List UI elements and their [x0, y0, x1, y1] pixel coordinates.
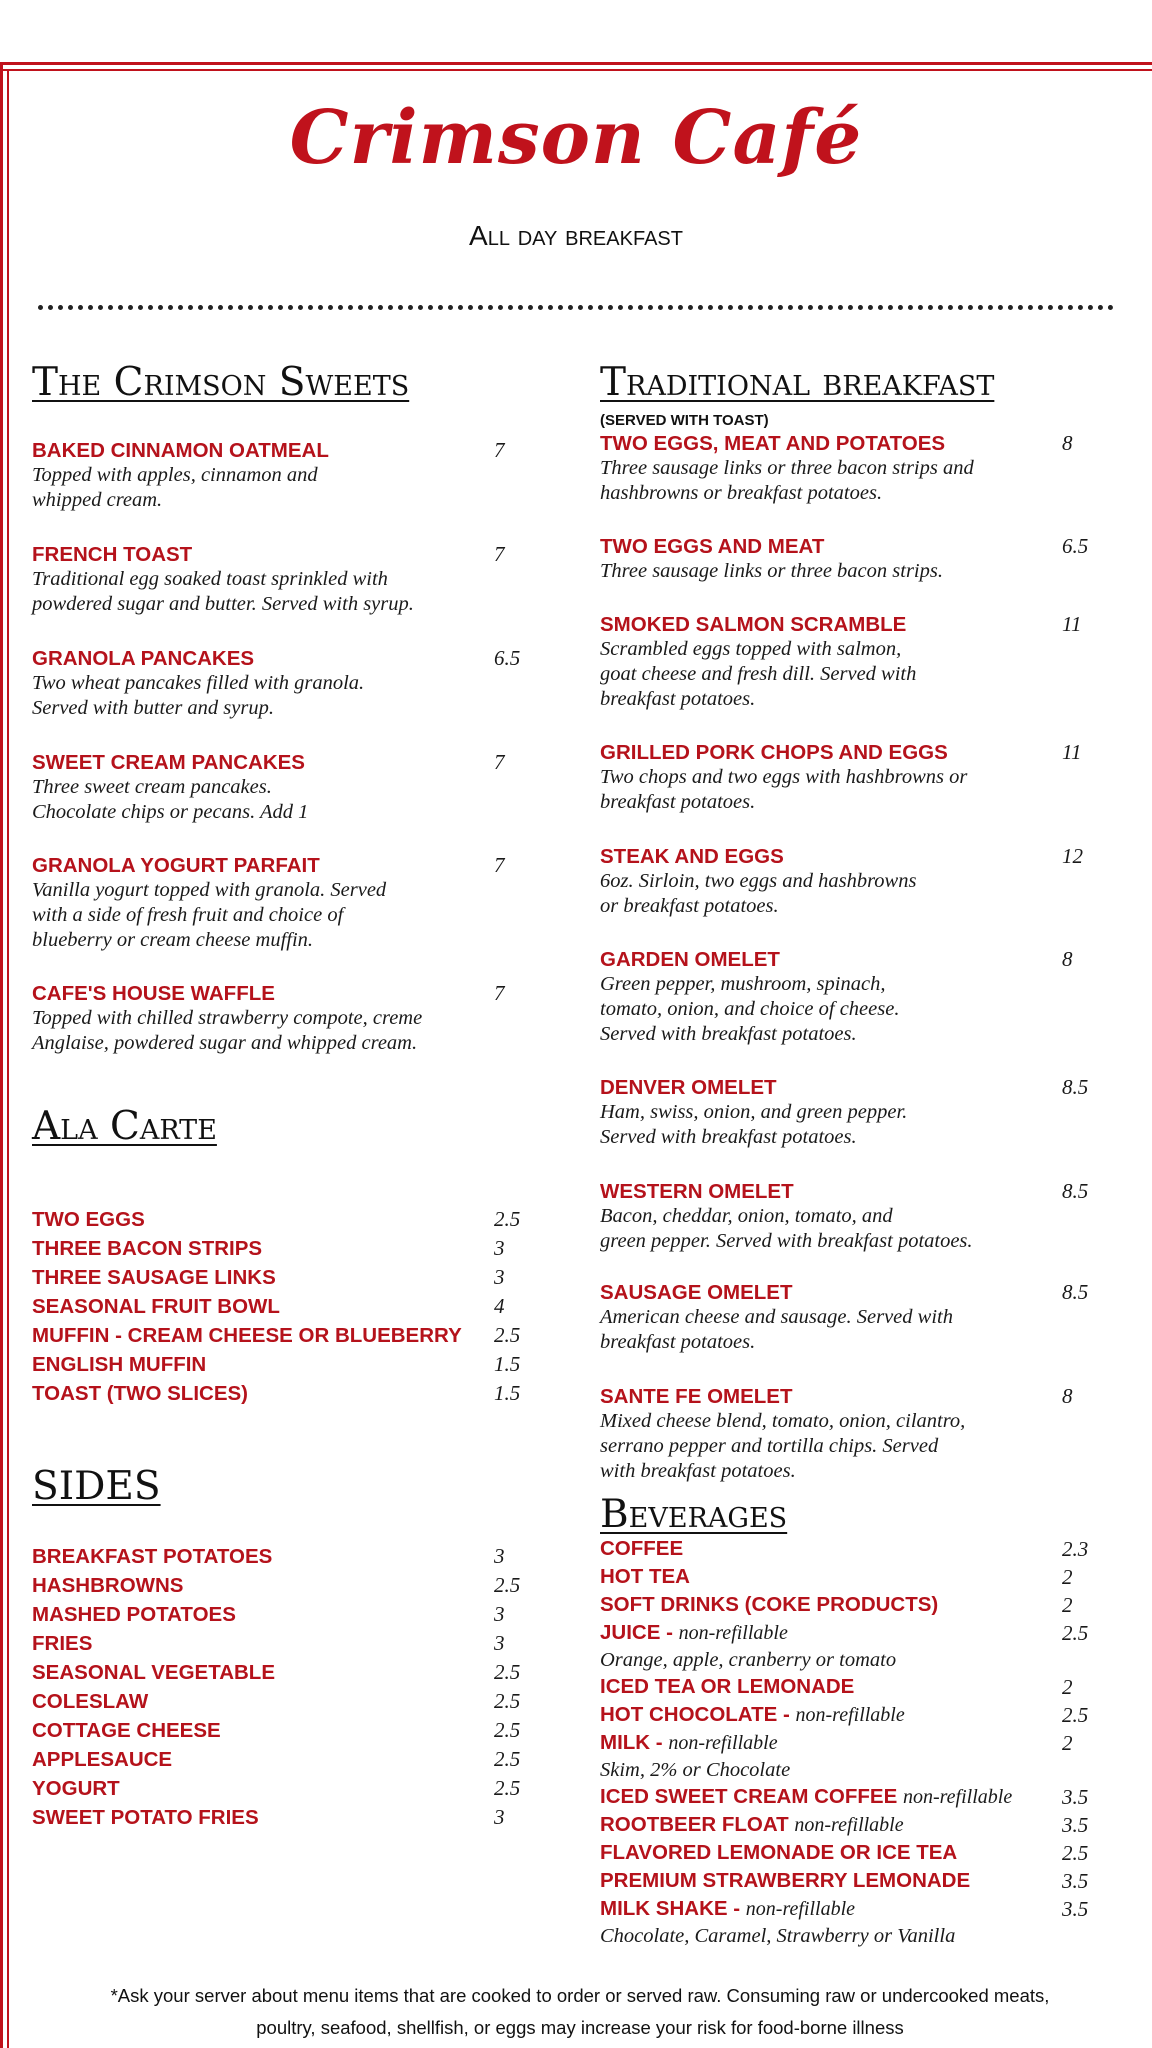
menu-item-name: CAFE'S HOUSE WAFFLE	[32, 982, 275, 1005]
menu-item-name: APPLESAUCE	[32, 1748, 173, 1771]
beverage-name-text: MILK SHAKE -	[600, 1897, 746, 1920]
menu-item	[600, 740, 1120, 815]
menu-item-name: SANTE FE OMELET	[600, 1385, 793, 1408]
menu-item	[32, 438, 532, 513]
footer-line: poultry, seafood, shellfish, or eggs may increase your risk for food-borne illness	[256, 2017, 904, 2038]
beverage-name-text: FLAVORED LEMONADE OR ICE TEA	[600, 1841, 958, 1864]
beverage-name	[600, 1619, 1120, 1647]
menu-item	[32, 1687, 532, 1716]
menu-item-description: blueberry or cream cheese muffin.	[32, 929, 314, 951]
beverage-name-text: ICED SWEET CREAM COFFEE	[600, 1785, 903, 1808]
beverage-item	[600, 1895, 1120, 1949]
beverage-name-text: MILK -	[600, 1731, 669, 1754]
menu-item-price: 2.5	[494, 1689, 521, 1713]
menu-item	[600, 612, 1120, 712]
menu-item-description: with a side of fresh fruit and choice of	[32, 904, 344, 926]
menu-item-name: COTTAGE CHEESE	[32, 1719, 221, 1742]
menu-item	[32, 1350, 532, 1379]
menu-item-price: 8.5	[1062, 1179, 1089, 1203]
menu-item	[32, 1803, 532, 1832]
beverage-price: 2.3	[1062, 1537, 1089, 1561]
menu-item-name: STEAK AND EGGS	[600, 845, 784, 868]
menu-item-price: 2.5	[494, 1573, 521, 1597]
menu-item-description: or breakfast potatoes.	[600, 895, 779, 917]
beverage-price: 2	[1062, 1675, 1073, 1699]
menu-item-price: 3	[494, 1631, 505, 1655]
menu-item-price: 4	[494, 1294, 505, 1318]
beverage-item	[600, 1563, 1120, 1591]
menu-item-price: 8.5	[1062, 1075, 1089, 1099]
menu-item	[32, 1774, 532, 1803]
ala-carte-heading: Ala Carte	[32, 1104, 217, 1149]
menu-item-description: whipped cream.	[32, 489, 163, 511]
menu-item-name: MASHED POTATOES	[32, 1603, 236, 1626]
menu-item-description: Bacon, cheddar, onion, tomato, and	[600, 1205, 893, 1227]
sides-list	[32, 1542, 532, 1832]
beverage-price: 2	[1062, 1565, 1073, 1589]
menu-item-name: FRIES	[32, 1632, 93, 1655]
refill-note: non-refillable	[795, 1704, 905, 1726]
menu-item-price: 2.5	[494, 1718, 521, 1742]
menu-item	[32, 1716, 532, 1745]
beverage-item	[600, 1783, 1120, 1811]
beverage-name	[600, 1729, 1120, 1757]
menu-item-name: THREE BACON STRIPS	[32, 1237, 263, 1260]
menu-item-name: GRANOLA YOGURT PARFAIT	[32, 854, 320, 877]
menu-item-name: YOGURT	[32, 1777, 120, 1800]
beverage-price: 2.5	[1062, 1703, 1089, 1727]
menu-item	[32, 1542, 532, 1571]
menu-item-description: Two chops and two eggs with hashbrowns or	[600, 766, 968, 788]
beverage-item	[600, 1729, 1120, 1783]
beverage-price: 3.5	[1062, 1897, 1089, 1921]
menu-item	[32, 981, 532, 1056]
menu-item-name: GARDEN OMELET	[600, 948, 780, 971]
menu-item-description: green pepper. Served with breakfast potatoes.	[600, 1230, 973, 1252]
refill-note: non-refillable	[745, 1898, 856, 1920]
menu-item-description: Served with breakfast potatoes.	[600, 1126, 857, 1148]
menu-item-name: HASHBROWNS	[32, 1574, 184, 1597]
cafe-subtitle: All day breakfast	[469, 220, 683, 251]
menu-item-description: with breakfast potatoes.	[600, 1460, 796, 1482]
menu-item	[600, 1384, 1120, 1484]
beverage-price: 2	[1062, 1731, 1073, 1755]
beverage-name	[600, 1811, 1120, 1839]
menu-item-description: Green pepper, mushroom, spinach,	[600, 973, 886, 995]
beverage-item	[600, 1673, 1120, 1701]
menu-item-name: SEASONAL VEGETABLE	[32, 1661, 275, 1684]
menu-item-name: GRANOLA PANCAKES	[32, 647, 255, 670]
menu-item-price: 1.5	[494, 1352, 521, 1376]
sides-heading: SIDES	[32, 1464, 161, 1509]
menu-item-description: 6oz. Sirloin, two eggs and hashbrowns	[600, 870, 917, 892]
beverage-item	[600, 1701, 1120, 1729]
menu-item-price: 11	[1062, 612, 1082, 636]
menu-item-description: Three sausage links or three bacon strips and	[600, 457, 974, 479]
menu-item-name: SWEET POTATO FRIES	[32, 1806, 259, 1829]
menu-item-name: COLESLAW	[32, 1690, 149, 1713]
beverage-name-text: HOT TEA	[600, 1565, 690, 1588]
menu-item	[600, 947, 1120, 1047]
menu-item-description: breakfast potatoes.	[600, 688, 756, 710]
beverage-item	[600, 1535, 1120, 1563]
menu-item	[32, 1263, 532, 1292]
menu-item	[32, 1600, 532, 1629]
beverage-price: 3.5	[1062, 1869, 1089, 1893]
menu-item-name: DENVER OMELET	[600, 1076, 777, 1099]
menu-item-price: 8	[1062, 1384, 1073, 1408]
border-left-inner	[7, 69, 9, 2048]
beverage-name-text: HOT CHOCOLATE -	[600, 1703, 796, 1726]
beverage-name-text: ICED TEA OR LEMONADE	[600, 1675, 855, 1698]
beverage-name	[600, 1839, 1120, 1867]
menu-item	[32, 542, 532, 617]
menu-item	[32, 1745, 532, 1774]
menu-item	[600, 534, 1120, 584]
beverages-heading: Beverages	[600, 1492, 788, 1537]
menu-item-description: Two wheat pancakes filled with granola.	[32, 672, 365, 694]
menu-item-name: TWO EGGS, MEAT AND POTATOES	[600, 432, 946, 455]
menu-item	[32, 1379, 532, 1408]
menu-item-price: 2.5	[494, 1323, 521, 1347]
menu-item-description: Anglaise, powdered sugar and whipped cream.	[32, 1032, 418, 1054]
footer-line: *Ask your server about menu items that are cooked to order or served raw. Consuming raw or undercooked meats,	[110, 1985, 1050, 2006]
menu-item	[32, 1292, 532, 1321]
beverage-name	[600, 1895, 1120, 1923]
menu-item-name: ENGLISH MUFFIN	[32, 1353, 207, 1376]
menu-item-price: 3	[494, 1265, 505, 1289]
menu-item-description: Served with breakfast potatoes.	[600, 1023, 857, 1045]
menu-item	[32, 646, 532, 721]
menu-item-name: GRILLED PORK CHOPS AND EGGS	[600, 741, 948, 764]
beverage-item	[600, 1839, 1120, 1867]
menu-item-description: Ham, swiss, onion, and green pepper.	[600, 1101, 908, 1123]
menu-item	[32, 1629, 532, 1658]
menu-item-price: 6.5	[1062, 534, 1089, 558]
menu-item-price: 3	[494, 1236, 505, 1260]
ala-carte-list	[32, 1205, 532, 1408]
menu-item	[32, 750, 532, 825]
beverage-options: Chocolate, Caramel, Strawberry or Vanilla	[600, 1925, 956, 1947]
left-column	[32, 0, 532, 2048]
menu-item-description: Served with butter and syrup.	[32, 697, 274, 719]
menu-item	[600, 844, 1120, 919]
menu-item-price: 7	[494, 853, 505, 877]
menu-item-name: TWO EGGS AND MEAT	[600, 535, 825, 558]
menu-item-price: 6.5	[494, 646, 521, 670]
menu-item	[600, 1179, 1120, 1254]
beverage-item	[600, 1811, 1120, 1839]
beverage-options: Orange, apple, cranberry or tomato	[600, 1649, 897, 1671]
beverage-name-text: PREMIUM STRAWBERRY LEMONADE	[600, 1869, 971, 1892]
beverage-price: 2.5	[1062, 1841, 1089, 1865]
refill-note: non-refillable	[902, 1786, 1013, 1808]
menu-item-name: TOAST (TWO SLICES)	[32, 1382, 249, 1405]
traditional-heading: Traditional breakfast	[600, 360, 995, 405]
beverage-item	[600, 1591, 1120, 1619]
menu-item	[600, 1075, 1120, 1150]
beverage-name-text: JUICE -	[600, 1621, 679, 1644]
menu-item-name: FRENCH TOAST	[32, 543, 193, 566]
menu-item-description: Vanilla yogurt topped with granola. Served	[32, 879, 387, 901]
menu-item	[32, 1321, 532, 1350]
beverage-name	[600, 1783, 1120, 1811]
menu-item	[32, 853, 532, 953]
menu-item-price: 3	[494, 1544, 505, 1568]
menu-item-price: 8	[1062, 947, 1073, 971]
beverage-name	[600, 1701, 1120, 1729]
menu-item-description: American cheese and sausage. Served with	[600, 1306, 953, 1328]
menu-item-description: breakfast potatoes.	[600, 791, 756, 813]
menu-item-description: Chocolate chips or pecans. Add 1	[32, 801, 309, 823]
menu-item-name: SMOKED SALMON SCRAMBLE	[600, 613, 907, 636]
menu-item-price: 7	[494, 750, 505, 774]
menu-item-description: Mixed cheese blend, tomato, onion, cilantro,	[600, 1410, 966, 1432]
refill-note: non-refillable	[794, 1814, 904, 1836]
beverage-item	[600, 1867, 1120, 1895]
menu-item-price: 2.5	[494, 1747, 521, 1771]
beverage-price: 3.5	[1062, 1785, 1089, 1809]
beverage-name-text: SOFT DRINKS (COKE PRODUCTS)	[600, 1593, 939, 1616]
menu-item-price: 8.5	[1062, 1280, 1089, 1304]
menu-item-price: 7	[494, 981, 505, 1005]
menu-item-description: breakfast potatoes.	[600, 1331, 756, 1353]
menu-item-name: BAKED CINNAMON OATMEAL	[32, 439, 329, 462]
beverage-name	[600, 1673, 1120, 1701]
menu-item-name: SWEET CREAM PANCAKES	[32, 751, 305, 774]
refill-note: non-refillable	[668, 1732, 778, 1754]
refill-note: non-refillable	[678, 1622, 788, 1644]
menu-item	[32, 1571, 532, 1600]
menu-item-price: 8	[1062, 431, 1073, 455]
menu-item	[32, 1205, 532, 1234]
menu-item-description: tomato, onion, and choice of cheese.	[600, 998, 900, 1020]
menu-item	[32, 1234, 532, 1263]
menu-item-name: BREAKFAST POTATOES	[32, 1545, 273, 1568]
menu-item	[600, 431, 1120, 506]
beverage-name-text: COFFEE	[600, 1537, 684, 1560]
menu-item-description: hashbrowns or breakfast potatoes.	[600, 482, 883, 504]
menu-item-description: Scrambled eggs topped with salmon,	[600, 638, 902, 660]
served-with-toast-note: (SERVED WITH TOAST)	[600, 412, 769, 429]
menu-item-price: 2.5	[494, 1660, 521, 1684]
menu-item-description: Traditional egg soaked toast sprinkled with	[32, 568, 388, 590]
menu-item-description: goat cheese and fresh dill. Served with	[600, 663, 917, 685]
beverages-list	[600, 1535, 1120, 1949]
crimson-sweets-heading: The Crimson Sweets	[32, 360, 410, 405]
beverage-price: 3.5	[1062, 1813, 1089, 1837]
beverage-name	[600, 1867, 1120, 1895]
menu-item-description: Three sweet cream pancakes.	[32, 776, 272, 798]
menu-item-price: 12	[1062, 844, 1083, 868]
menu-item-name: SEASONAL FRUIT BOWL	[32, 1295, 280, 1318]
beverage-price: 2	[1062, 1593, 1073, 1617]
cafe-title: Crimson Café	[289, 95, 863, 181]
menu-item-description: serrano pepper and tortilla chips. Served	[600, 1435, 939, 1457]
menu-item-description: Three sausage links or three bacon strips.	[600, 560, 943, 582]
menu-item-name: THREE SAUSAGE LINKS	[32, 1266, 276, 1289]
right-column	[600, 0, 1120, 2048]
beverage-name	[600, 1563, 1120, 1591]
menu-item-description: Topped with apples, cinnamon and	[32, 464, 318, 486]
menu-item-price: 1.5	[494, 1381, 521, 1405]
menu-item-price: 7	[494, 438, 505, 462]
footer-disclaimer	[40, 1980, 1120, 2044]
beverage-name-text: ROOTBEER FLOAT	[600, 1813, 795, 1836]
menu-item-price: 3	[494, 1602, 505, 1626]
beverage-name	[600, 1591, 1120, 1619]
menu-item-price: 3	[494, 1805, 505, 1829]
menu-item-name: WESTERN OMELET	[600, 1180, 794, 1203]
menu-item-price: 11	[1062, 740, 1082, 764]
menu-item-name: SAUSAGE OMELET	[600, 1281, 793, 1304]
beverage-item	[600, 1619, 1120, 1673]
menu-item-name: MUFFIN - CREAM CHEESE OR BLUEBERRY	[32, 1324, 462, 1347]
beverage-options: Skim, 2% or Chocolate	[600, 1759, 791, 1781]
menu-item-description: Topped with chilled strawberry compote, creme	[32, 1007, 423, 1029]
menu-item-price: 2.5	[494, 1776, 521, 1800]
menu-item	[600, 1280, 1120, 1355]
border-left-outer	[0, 62, 3, 2048]
menu-item-description: powdered sugar and butter. Served with syrup.	[32, 593, 414, 615]
menu-item	[32, 1658, 532, 1687]
beverage-price: 2.5	[1062, 1621, 1089, 1645]
menu-item-price: 7	[494, 542, 505, 566]
beverage-name	[600, 1535, 1120, 1563]
menu-item-name: TWO EGGS	[32, 1208, 145, 1231]
menu-item-price: 2.5	[494, 1207, 521, 1231]
